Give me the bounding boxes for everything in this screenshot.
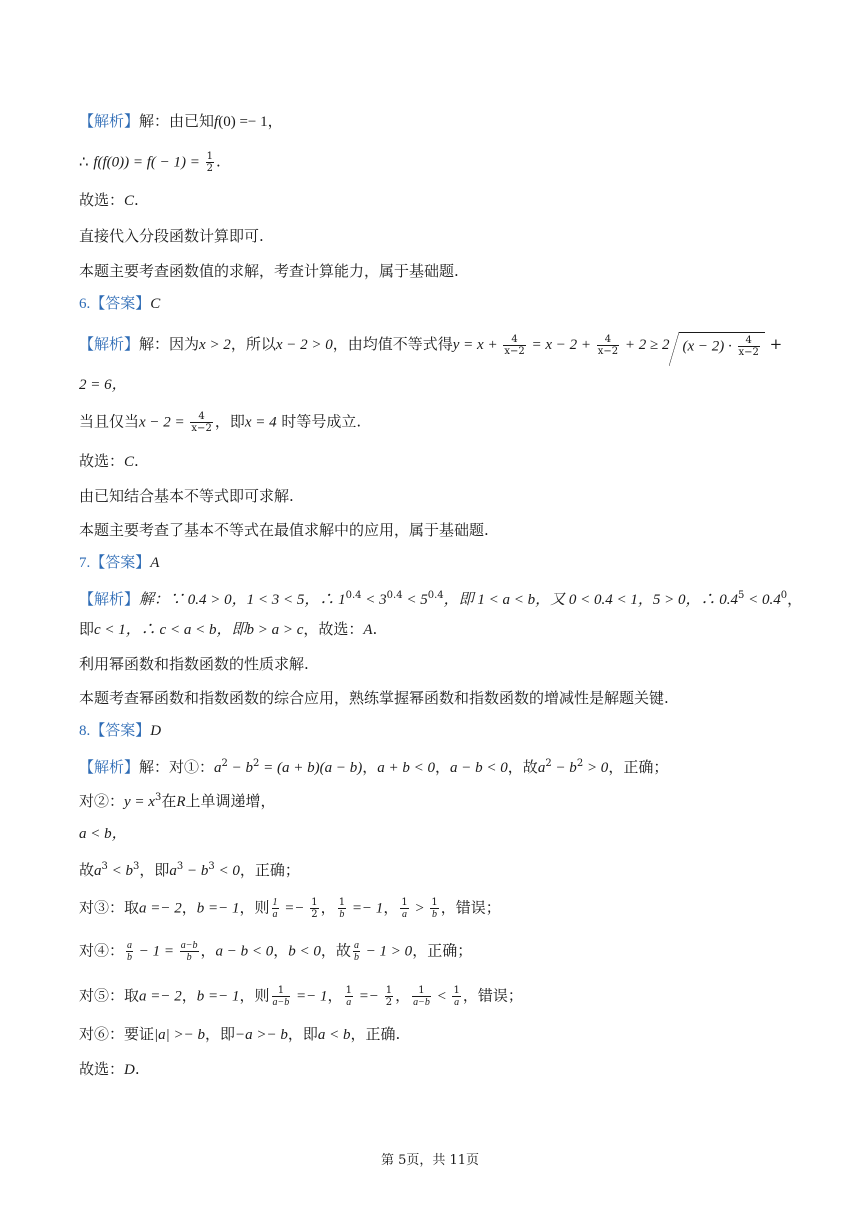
line-solution-8-5: 对③：取a =− 2，b =− 1，则 $\frac{1}{a}$ =− $\frac{1}{2}$ ， $\frac{1}{b}$ =− 1， $\frac{1}{a}$ > $\frac{1}{b}$ ，错误； [79,897,501,920]
fraction: $\frac{1}{2}$ [206,151,214,174]
line-solution-8-4: 故$a^3 < b^3$，即$a^3 - b^3 < 0$，正确； [79,861,300,879]
line-solution-8-1: 【解析】解：对①：$a^2 - b^2 = (a + b)(a - b)$，a + b < 0，a − b < 0，故$a^2 - b^2 > 0$，正确； [79,758,669,776]
line-method-5: 直接代入分段函数计算即可. [79,227,264,245]
line-solution-8-3: a < b， [79,826,127,842]
question-6-answer: 6.【答案】C [79,294,161,312]
line-summary-5: 本题主要考查函数值的求解，考查计算能力，属于基础题. [79,262,459,280]
line-answer-6: 故选：C. [79,452,139,470]
line-solution-8-2: 对②：$y = x^3$在R上单调递增， [79,792,276,810]
line-answer-5: 故选：C. [79,191,139,209]
line-solution-8-7: 对⑤：取a =− 2，b =− 1，则 $\frac{1}{a-b}$ =− 1， $\frac{1}{a}$ =− $\frac{1}{2}$ ， $\frac{1}{a-b}$ < $\frac{1}{a}$ ，错误； [79,985,523,1008]
page-footer: 第 5页，共 11页 [380,1153,480,1168]
answer-tag: 【答案】 [90,721,151,739]
line-summary-6: 本题主要考查了基本不等式在最值求解中的应用，属于基础题. [79,521,489,539]
line-solution-6-1: 【解析】解：因为x > 2，所以x − 2 > 0，由均值不等式得y = x + $\frac{4}{x-2}$ = x − 2 + $\frac{4}{x-2}$ + 2 ≥ 2 (x − 2) · $\frac{4}{x-2}$ + [79,333,783,358]
analysis-tag: 【解析】 [79,335,140,353]
analysis-tag: 【解析】 [79,590,140,608]
line-summary-7: 本题考查幂函数和指数函数的综合应用，熟练掌握幂函数和指数函数的增减性是解题关键. [79,689,669,707]
answer-tag: 【答案】 [90,553,151,571]
line-solution-6-2: 2 = 6， [79,377,127,393]
line-solution-5-1: 【解析】解：由已知f(0) =− 1， [79,112,283,130]
analysis-tag: 【解析】 [79,758,140,776]
analysis-tag: 【解析】 [79,112,140,130]
answer-tag: 【答案】 [90,294,151,312]
line-solution-7-2: 即c < 1，∴ c < a < b，即b > a > c，故选：A. [79,620,378,638]
line-solution-6-3: 当且仅当x − 2 = $\frac{4}{x-2}$ ，即x = 4 时等号成立. [79,411,362,434]
question-7-answer: 7.【答案】A [79,553,160,571]
question-8-answer: 8.【答案】D [79,721,162,739]
line-solution-8-6: 对④： $\frac{a}{b}$ − 1 = $\frac{a-b}{b}$ ，a − b < 0，b < 0，故 $\frac{a}{b}$ − 1 > 0，正确； [79,940,473,963]
line-answer-8: 故选：D. [79,1060,140,1078]
line-method-7: 利用幂函数和指数函数的性质求解. [79,655,309,673]
line-solution-5-2: ∴ f(f(0)) = f( − 1) = $\frac{1}{2}$ . [79,151,221,174]
line-solution-8-8: 对⑥：要证|a| >− b，即−a >− b，即a < b，正确. [79,1025,401,1043]
square-root: (x − 2) · $\frac{4}{x-2}$ [679,332,764,358]
line-solution-7-1: 【解析】解：∵ 0.4 > 0，1 < 3 < 5，∴ $1^{0.4} < 3^{0.4} < 5^{0.4}$，即 1 < a < b，又 0 < 0.4 < 1，5 > 0，∴ $0.4^5 < 0.4^0$， [79,590,803,608]
line-method-6: 由已知结合基本不等式即可求解. [79,487,294,505]
